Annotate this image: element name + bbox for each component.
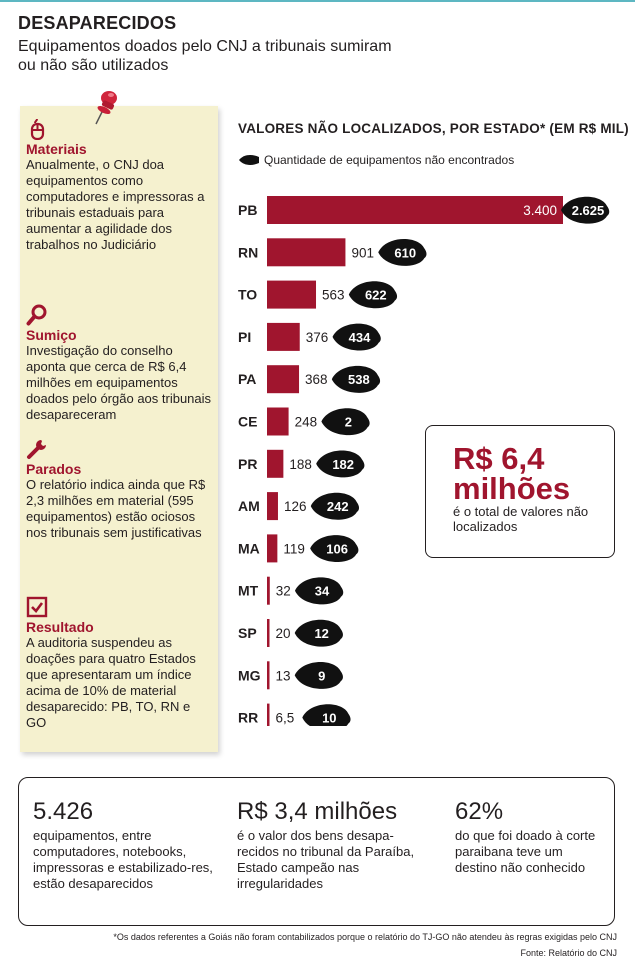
- value-bar: [267, 577, 270, 605]
- checkbox-icon: [26, 596, 48, 618]
- quantity-label: 2: [344, 414, 353, 430]
- value-bar: [267, 365, 299, 393]
- stat-value: R$ 3,4 milhões: [237, 798, 398, 825]
- note-section-text: O relatório indica ainda que R$ 2,3 milhões em material (595 equipamentos) estão ociosos nos tribunais sem justificativas: [26, 477, 206, 540]
- quantity-label: 12: [314, 626, 329, 641]
- quantity-label: 106: [326, 541, 349, 557]
- value-label: 188: [289, 456, 312, 472]
- wrench-icon: [26, 438, 48, 460]
- quantity-label: 434: [348, 329, 371, 345]
- value-bar: [267, 492, 278, 520]
- stat-text: do que foi doado à corte paraibana teve um destino não conhecido: [455, 828, 596, 875]
- stat-text: é o valor dos bens desapa-recidos no tribunal da Paraíba, Estado campeão nas irregularidades: [237, 828, 415, 891]
- magnifier-icon: [26, 304, 48, 326]
- quantity-label: 2.625: [571, 203, 605, 218]
- state-label: MG: [238, 667, 261, 684]
- note-section-text: Anualmente, o CNJ doa equipamentos como computadores e impressoras a tribunais estaduais para aumentar a agilidade dos trabalhos no Judiciário: [26, 157, 205, 252]
- note-section-resultado: [26, 596, 212, 731]
- footnote: *Os dados referentes a Goiás não foram contabilizados porque o relatório do TJ-GO não atendeu às regras exigidas pelo CNJ: [113, 932, 617, 942]
- state-label: TO: [238, 286, 258, 303]
- note-section-title: Sumiço: [26, 327, 77, 343]
- note-section-title: Resultado: [26, 619, 94, 635]
- value-bar: [267, 238, 345, 266]
- value-bar: [267, 323, 300, 351]
- state-label: MA: [238, 540, 260, 557]
- note-section-materiais: [26, 118, 212, 253]
- quantity-label: 622: [364, 287, 387, 303]
- stat-value: 5.426: [33, 798, 94, 825]
- value-label: 901: [351, 245, 374, 261]
- state-label: PA: [238, 371, 257, 388]
- source-credit: Fonte: Relatório do CNJ: [520, 948, 617, 958]
- note-section-sumico: [26, 304, 212, 423]
- mouse-icon: [26, 118, 48, 140]
- stat-value: 62%: [455, 798, 504, 825]
- state-label: PR: [238, 455, 258, 472]
- state-label: AM: [238, 498, 260, 515]
- state-label: PI: [238, 328, 252, 345]
- quantity-label: 34: [314, 583, 330, 599]
- state-label: RN: [238, 244, 259, 261]
- stats-box: [18, 777, 615, 926]
- page-title: DESAPARECIDOS: [18, 13, 177, 33]
- value-bar: [267, 408, 289, 436]
- value-label: 32: [275, 583, 291, 599]
- value-label: 368: [305, 372, 328, 388]
- sticky-note: [20, 106, 218, 752]
- value-label: 126: [283, 499, 307, 515]
- value-bar: [267, 450, 283, 478]
- stat-percentual: [455, 798, 605, 876]
- quantity-label: 242: [326, 499, 349, 515]
- quantity-label: 538: [347, 372, 370, 388]
- stat-text: equipamentos, entre computadores, notebooks, impressoras e estabilizado-res, estão desaparecidos: [33, 828, 213, 891]
- value-label: 3.400: [523, 203, 557, 218]
- stat-equipamentos: [33, 798, 223, 892]
- value-bar: [267, 534, 277, 562]
- note-section-title: Materiais: [26, 141, 87, 157]
- pushpin-icon: [92, 88, 122, 128]
- value-label: 13: [275, 668, 291, 684]
- callout-value: R$ 6,4 milhões: [453, 441, 571, 506]
- quantity-label: 9: [318, 668, 326, 684]
- quantity-label: 610: [394, 245, 417, 261]
- legend-label: Quantidade de equipamentos não encontrados: [264, 153, 515, 167]
- note-section-parados: [26, 438, 212, 541]
- state-label: CE: [238, 413, 258, 430]
- value-label: 563: [322, 287, 345, 303]
- note-section-text: A auditoria suspendeu as doações para quatro Estados que apresentaram um índice acima de 10% de material desaparecido: PB, TO, RN e GO: [26, 635, 196, 730]
- total-callout: [425, 425, 615, 558]
- chart-legend: [238, 153, 514, 167]
- value-label: 20: [275, 626, 291, 641]
- legend-marker-icon: [238, 153, 260, 167]
- value-label: 119: [283, 541, 305, 557]
- value-label: 248: [294, 414, 318, 430]
- value-label: 6,5: [275, 710, 295, 726]
- value-bar: [267, 704, 270, 726]
- chart-title: VALORES NÃO LOCALIZADOS, POR ESTADO* (EM R$ MIL): [238, 121, 629, 136]
- quantity-label: 182: [332, 456, 355, 472]
- state-label: RR: [238, 709, 259, 726]
- state-label: PB: [238, 202, 258, 218]
- value-bar: [267, 619, 270, 647]
- quantity-label: 10: [322, 710, 337, 726]
- page-subtitle: Equipamentos doados pelo CNJ a tribunais sumiram ou não são utilizados: [18, 38, 392, 74]
- state-label: MT: [238, 582, 259, 599]
- stat-paraiba: [237, 798, 417, 892]
- value-bar: [267, 661, 270, 689]
- callout-text: é o total de valores não localizados: [453, 504, 589, 534]
- value-bar: [267, 196, 563, 224]
- value-label: 376: [305, 329, 329, 345]
- state-label: SP: [238, 625, 257, 641]
- note-section-text: Investigação do conselho aponta que cerca de R$ 6,4 milhões em equipamentos doados pelo órgão aos tribunais desapareceram: [26, 343, 212, 422]
- note-section-title: Parados: [26, 461, 82, 477]
- top-rule: [0, 0, 635, 2]
- value-bar: [267, 281, 316, 309]
